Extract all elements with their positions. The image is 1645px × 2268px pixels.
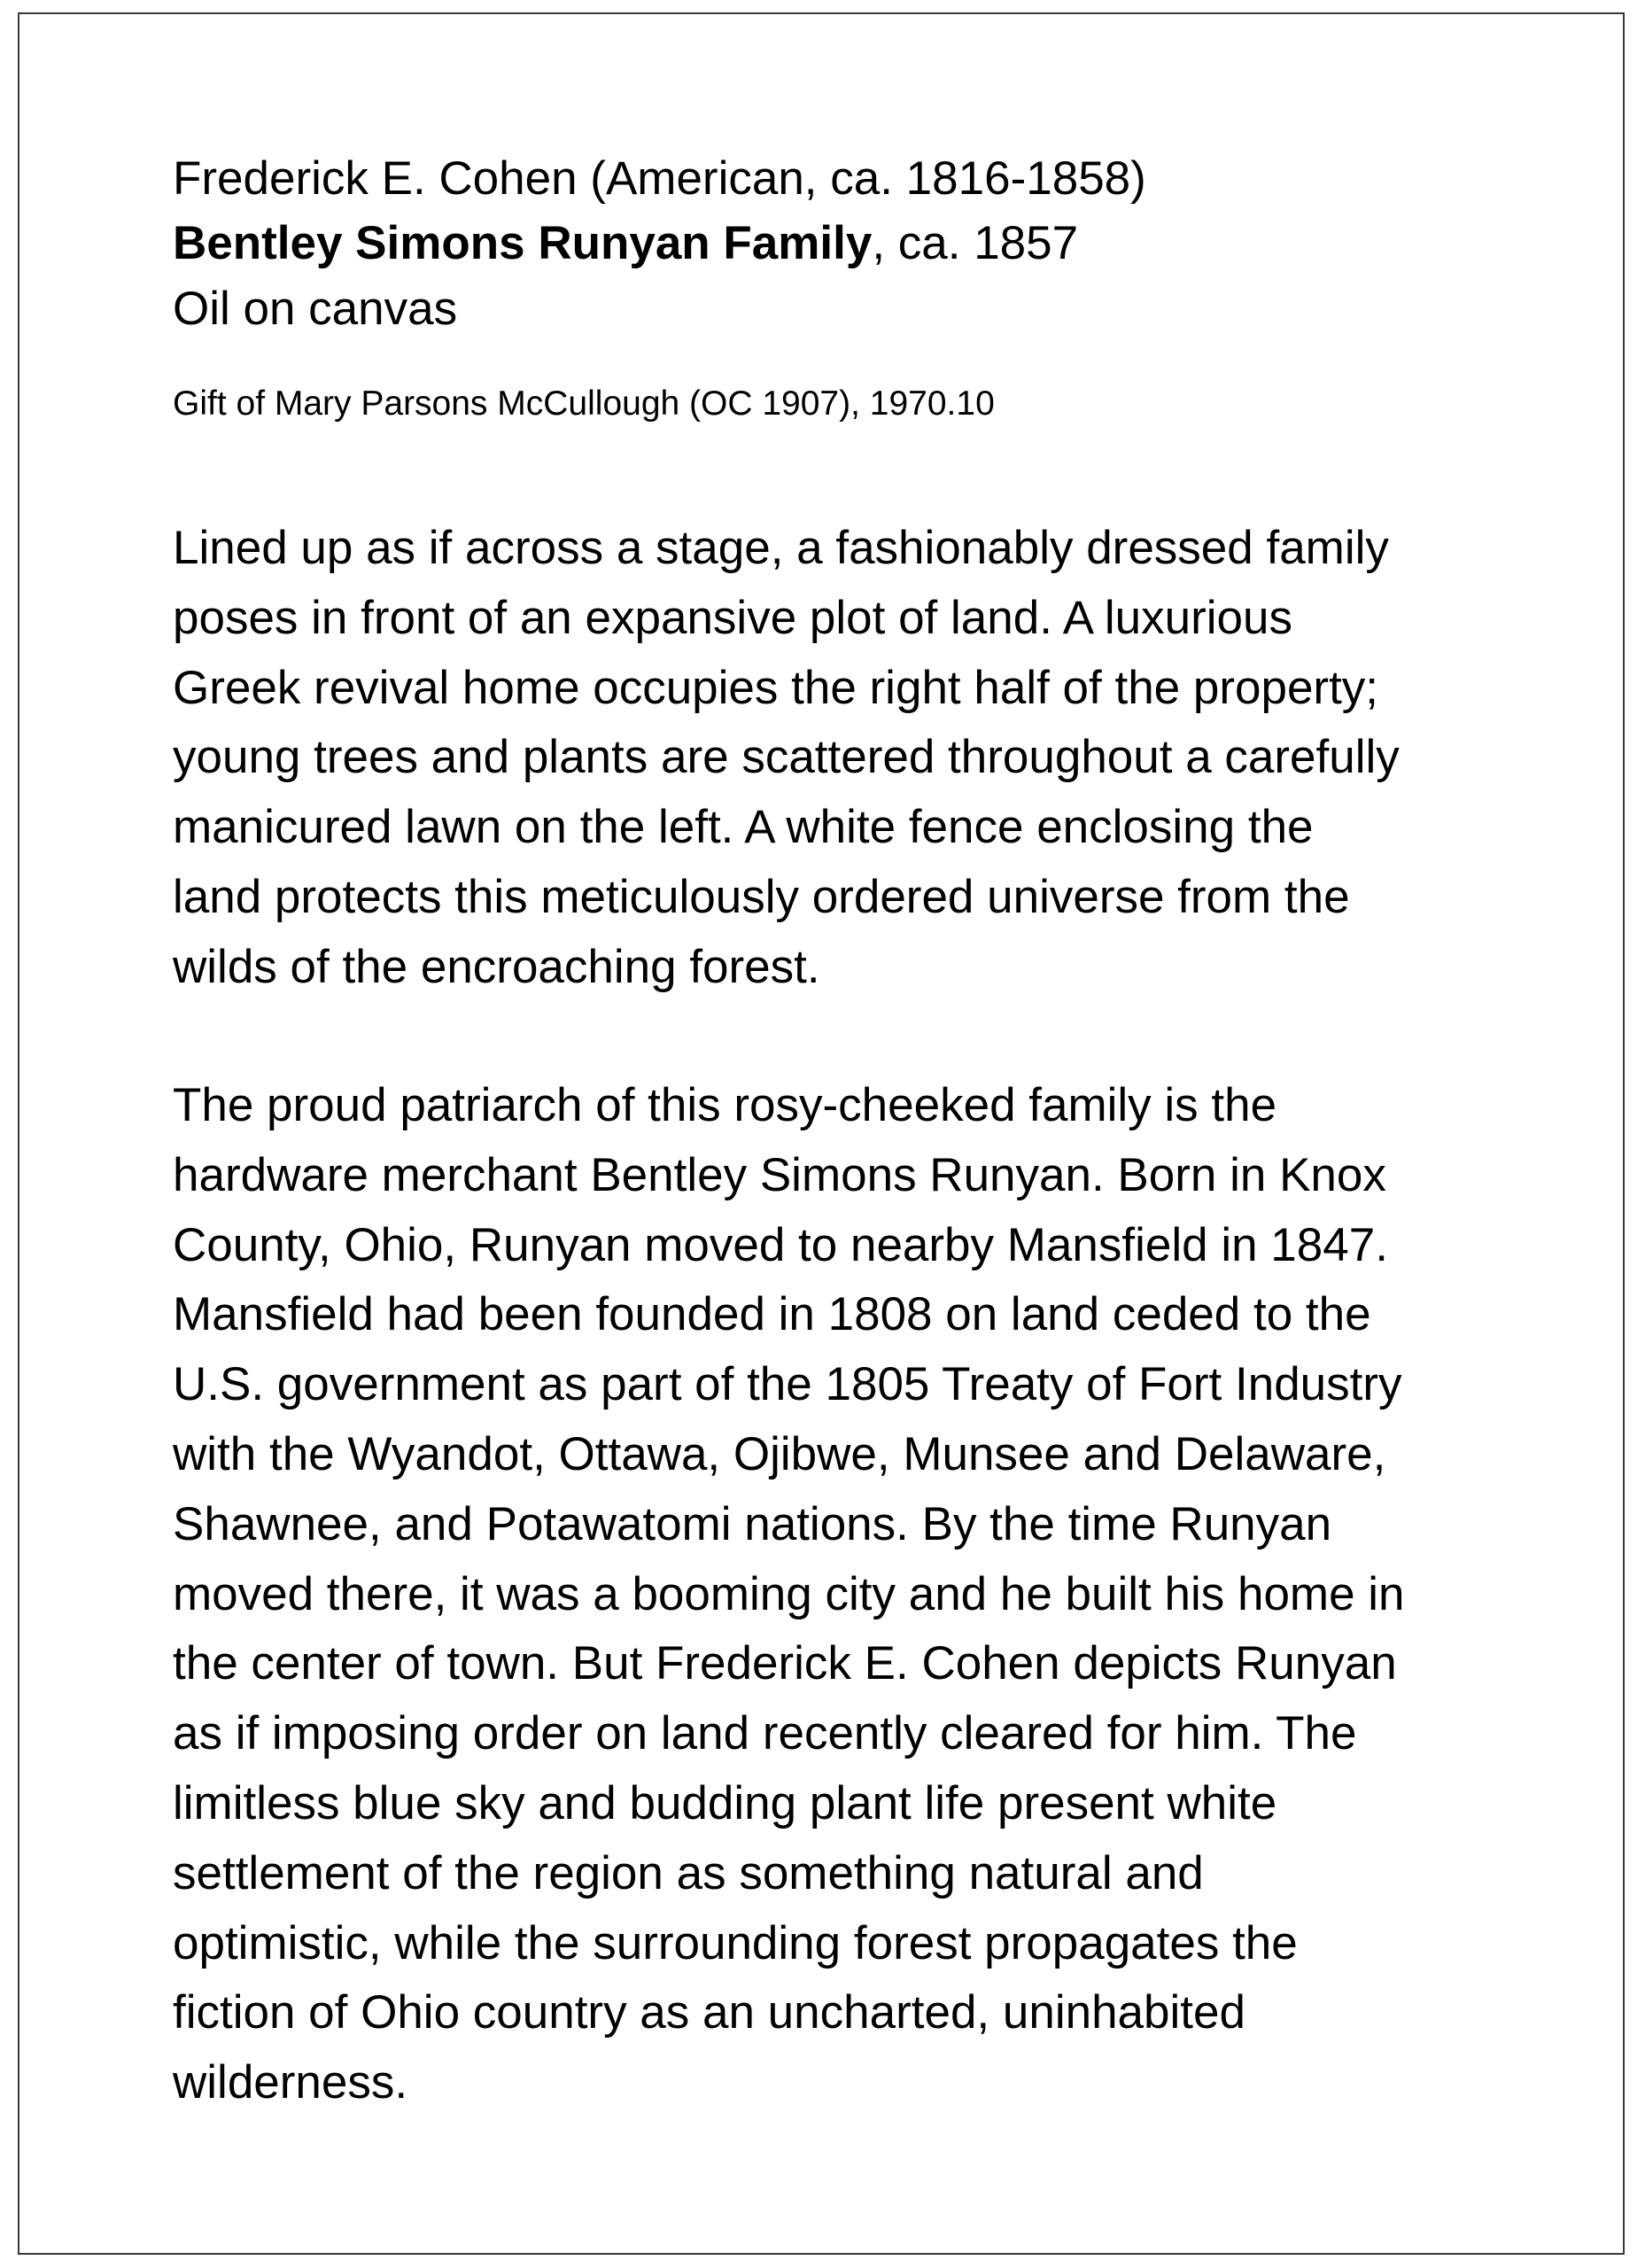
paragraph-line: with the Wyandot, Ottawa, Ojibwe, Munsee and Delaware, bbox=[173, 1427, 1386, 1480]
paragraph-line: moved there, it was a booming city and he built his home in bbox=[173, 1567, 1405, 1620]
paragraph-line: as if imposing order on land recently cleared for him. The bbox=[173, 1707, 1357, 1760]
paragraph-line: poses in front of an expansive plot of land. A luxurious bbox=[173, 591, 1292, 644]
description-paragraph-1 bbox=[173, 514, 1519, 1003]
medium-line: Oil on canvas bbox=[173, 283, 458, 335]
artwork-date: , ca. 1857 bbox=[872, 217, 1079, 269]
paragraph-line: optimistic, while the surrounding forest propagates the bbox=[173, 1916, 1298, 1969]
paragraph-line: manicured lawn on the left. A white fence enclosing the bbox=[173, 801, 1314, 854]
paragraph-line: U.S. government as part of the 1805 Treaty of Fort Industry bbox=[173, 1358, 1402, 1411]
title-line bbox=[173, 212, 1078, 276]
paragraph-line: wilds of the encroaching forest. bbox=[173, 940, 820, 993]
artist-line: Frederick E. Cohen (American, ca. 1816-1858) bbox=[173, 152, 1146, 205]
paragraph-line: Greek revival home occupies the right half of the property; bbox=[173, 661, 1379, 714]
paragraph-line: The proud patriarch of this rosy-cheeked family is the bbox=[173, 1079, 1277, 1131]
credit-line: Gift of Mary Parsons McCullough (OC 1907), 1970.10 bbox=[173, 384, 995, 423]
description-paragraph-2 bbox=[173, 1071, 1519, 2118]
museum-label-card bbox=[18, 12, 1625, 2255]
paragraph-line: wilderness. bbox=[173, 2056, 408, 2109]
paragraph-line: young trees and plants are scattered throughout a carefully bbox=[173, 731, 1400, 784]
paragraph-line: limitless blue sky and budding plant life present white bbox=[173, 1776, 1277, 1829]
paragraph-line: Lined up as if across a stage, a fashionably dressed family bbox=[173, 522, 1389, 574]
artwork-title: Bentley Simons Runyan Family bbox=[173, 217, 873, 269]
paragraph-line: Shawnee, and Potawatomi nations. By the time Runyan bbox=[173, 1497, 1332, 1550]
paragraph-line: hardware merchant Bentley Simons Runyan. Born in Knox bbox=[173, 1148, 1386, 1201]
paragraph-line: County, Ohio, Runyan moved to nearby Mansfield in 1847. bbox=[173, 1218, 1388, 1271]
paragraph-line: Mansfield had been founded in 1808 on land ceded to the bbox=[173, 1288, 1371, 1341]
paragraph-line: the center of town. But Frederick E. Cohen depicts Runyan bbox=[173, 1637, 1397, 1690]
paragraph-line: fiction of Ohio country as an uncharted, uninhabited bbox=[173, 1986, 1245, 2039]
paragraph-line: land protects this meticulously ordered universe from the bbox=[173, 870, 1350, 923]
paragraph-line: settlement of the region as something natural and bbox=[173, 1846, 1204, 1899]
